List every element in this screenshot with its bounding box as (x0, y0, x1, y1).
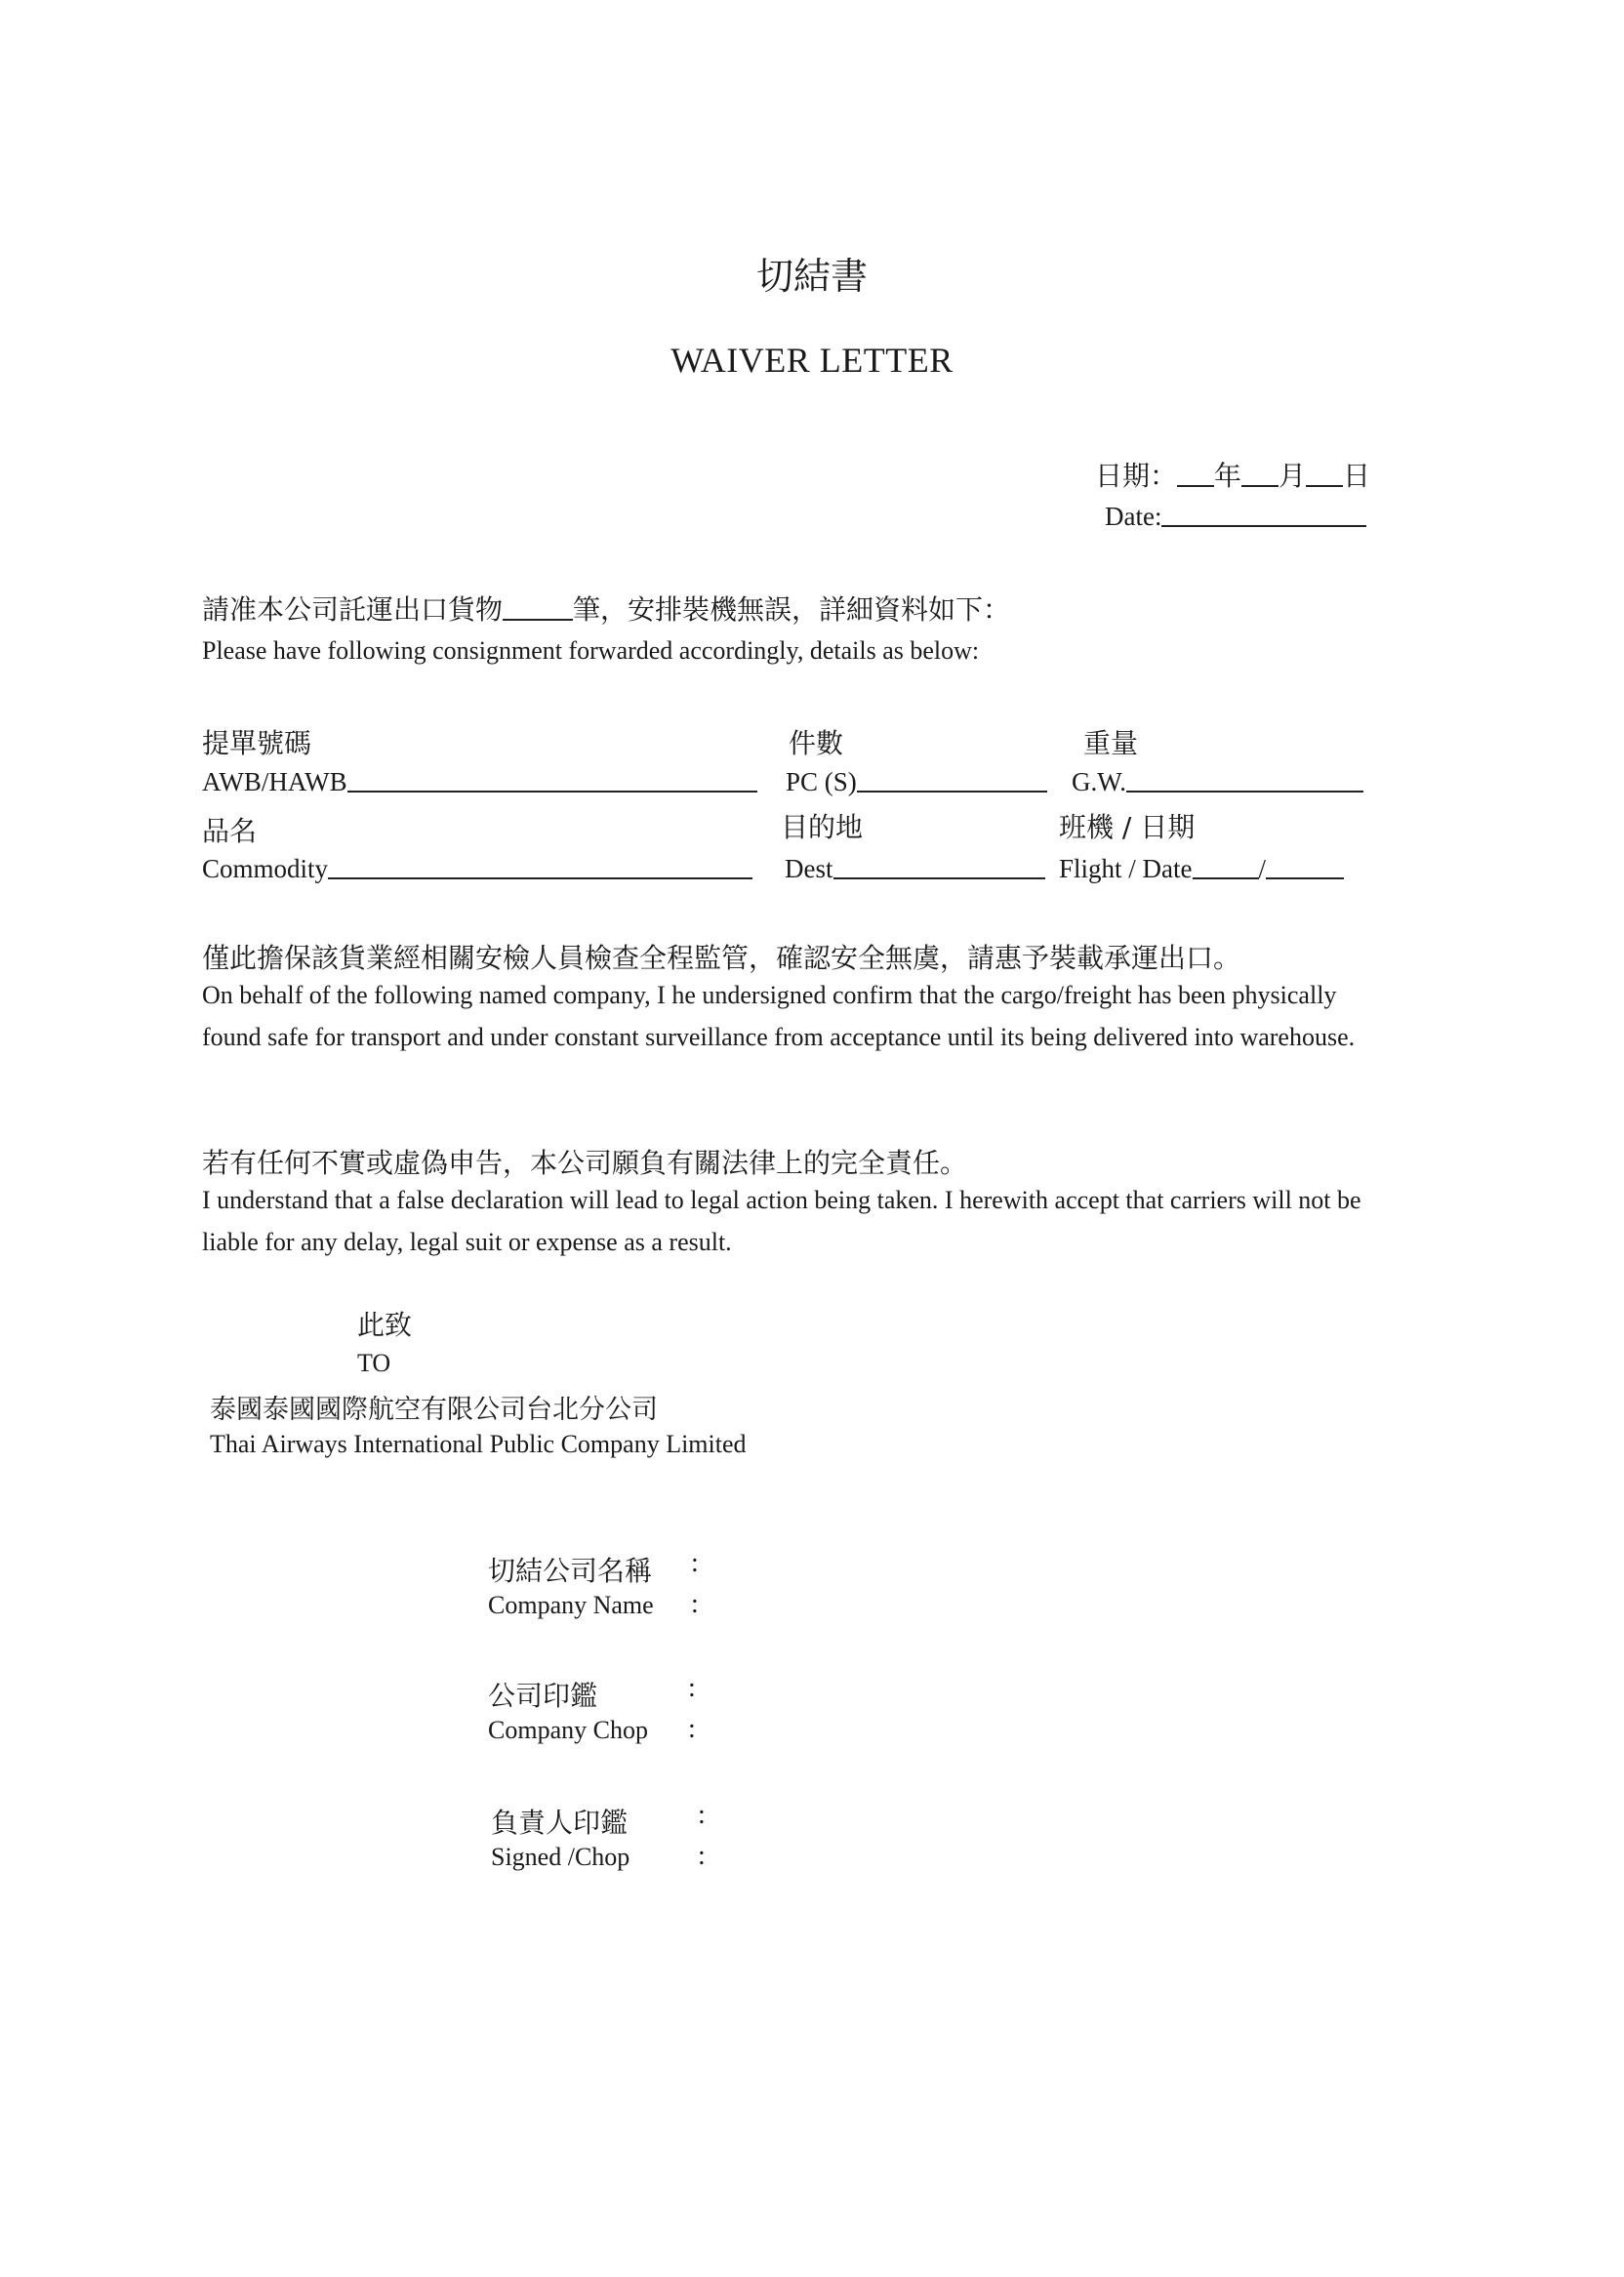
to-zh: 此致 (357, 1309, 413, 1341)
dest-blank[interactable] (833, 854, 1045, 879)
date-en-blank[interactable] (1161, 504, 1366, 527)
commodity-blank[interactable] (328, 854, 752, 879)
pcs-blank[interactable] (857, 767, 1047, 793)
request-zh (202, 589, 1010, 628)
awb-field (202, 767, 757, 797)
liability-en: I understand that a false declaration will lead to legal action being taken. I herewith accept that carriers will not be liable for any delay, legal suit or expense as a result. (202, 1186, 1361, 1256)
signed-chop-label-zh: 負責人印鑑 (491, 1807, 629, 1839)
flight-date-blank[interactable] (1266, 854, 1344, 879)
date-day-label: 日 (1343, 460, 1371, 492)
commodity-label-en: Commodity (202, 854, 329, 883)
weight-label-zh: 重量 (1083, 727, 1139, 759)
addressee-company-en: Thai Airways International Public Company Limited (210, 1430, 747, 1458)
request-en: Please have following consignment forwarded accordingly, details as below: (202, 636, 980, 665)
awb-blank[interactable] (347, 767, 757, 793)
date-zh-label: 日期： (1095, 460, 1178, 492)
flight-label-zh: 班機 / 日期 (1059, 811, 1196, 843)
date-day-blank[interactable] (1306, 464, 1343, 487)
company-chop-label-en: Company Chop (488, 1716, 648, 1744)
date-year-label: 年 (1214, 460, 1242, 492)
signed-chop-colon-zh: : (698, 1800, 706, 1830)
pcs-label-zh: 件數 (789, 727, 844, 759)
pcs-label-en: PC (S) (786, 767, 857, 796)
company-chop-colon-en: : (688, 1714, 696, 1744)
weight-label-en: G.W. (1072, 767, 1127, 796)
addressee-company-zh: 泰國泰國國際航空有限公司台北分公司 (210, 1395, 658, 1425)
pcs-field (786, 767, 1047, 797)
company-name-colon-zh: : (691, 1548, 699, 1578)
company-chop-label-zh: 公司印鑑 (488, 1680, 598, 1712)
document-title-zh: 切結書 (755, 255, 868, 298)
flight-no-blank[interactable] (1193, 854, 1259, 879)
consignment-count-blank[interactable] (503, 597, 573, 621)
date-month-label: 月 (1279, 460, 1307, 492)
commodity-field (202, 854, 752, 884)
date-zh (1095, 455, 1370, 494)
document-title-en: WAIVER LETTER (670, 341, 954, 380)
awb-label-zh: 提單號碼 (202, 727, 312, 759)
commodity-label-zh: 品名 (202, 815, 258, 847)
flight-separator: / (1258, 854, 1267, 883)
security-zh: 僅此擔保該貨業經相關安檢人員檢查全程監管，確認安全無虞，請惠予裝載承運出口。 (202, 942, 1241, 974)
date-year-blank[interactable] (1177, 464, 1214, 487)
date-month-blank[interactable] (1241, 464, 1279, 487)
company-name-colon-en: : (691, 1589, 699, 1619)
company-name-label-zh: 切結公司名稱 (488, 1555, 653, 1587)
weight-field (1072, 767, 1363, 797)
awb-label-en: AWB/HAWB (202, 767, 347, 796)
dest-label-en: Dest (785, 854, 833, 883)
signed-chop-label-en: Signed /Chop (491, 1843, 630, 1871)
signed-chop-colon-en: : (698, 1841, 706, 1871)
to-en: TO (357, 1349, 391, 1377)
flight-label-en: Flight / Date (1059, 854, 1193, 883)
weight-blank[interactable] (1126, 767, 1363, 793)
liability-zh: 若有任何不實或虛偽申告，本公司願負有關法律上的完全責任。 (202, 1147, 968, 1179)
date-en (1105, 502, 1366, 532)
company-name-label-en: Company Name (488, 1591, 654, 1619)
security-en: On behalf of the following named company, I he undersigned confirm that the cargo/freight has been physically found safe for transport and under constant surveillance from acceptance until its being delivered into warehouse. (202, 981, 1356, 1051)
dest-label-zh: 目的地 (781, 811, 864, 843)
date-en-label: Date: (1105, 502, 1162, 531)
request-zh-after: 筆，安排裝機無誤，詳細資料如下： (573, 593, 1011, 626)
dest-field (785, 854, 1045, 884)
flight-field (1059, 854, 1344, 884)
request-zh-before: 請准本公司託運出口貨物 (202, 593, 504, 626)
company-chop-colon-zh: : (688, 1673, 696, 1703)
